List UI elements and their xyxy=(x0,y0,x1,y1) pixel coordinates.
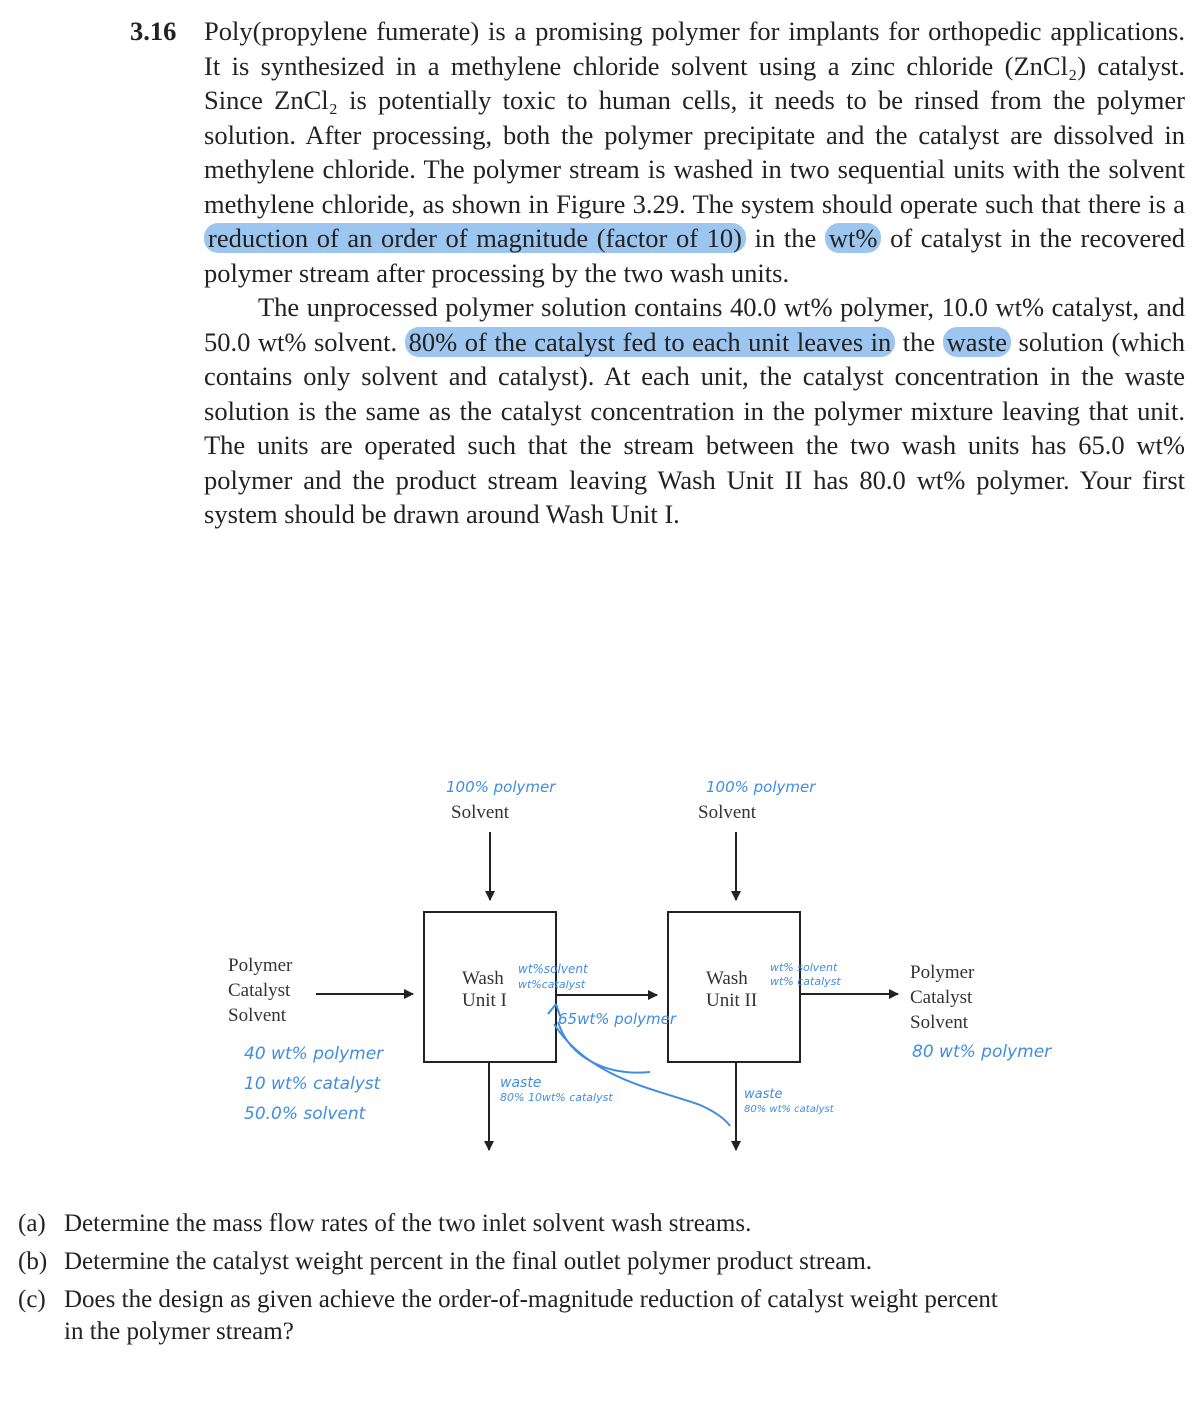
p1-text-a: Poly(propylene fumerate) is a promising polymer for implants for orthopedic applications. It is synthesized in a methylene chloride solvent using a zinc chloride (ZnCl₂) catalyst. Since ZnCl₂ is potentially toxic to human cells, it needs to be rinsed from the polymer solution. After processing, both the polymer precipitate and the catalyst are dissolved in methylene chloride. The polymer stream is washed in two sequential units with the solvent methylene chloride, as shown in Figure 3.29. The system should operate such that there is a xyxy=(204,16,1185,219)
product-line-polymer: Polymer xyxy=(910,962,975,983)
highlight-80-percent-catalyst: 80% of the catalyst fed to each unit leaves in xyxy=(405,327,896,357)
question-c xyxy=(18,1284,1018,1348)
unit1-line1: Wash xyxy=(462,968,504,989)
wash-unit-1-label xyxy=(462,968,507,1012)
annotation-feed-polymer: 40 wt% polymer xyxy=(244,1044,384,1064)
annotation-u2-solvent: wt% solvent xyxy=(770,961,838,974)
solvent-label-2: Solvent xyxy=(698,802,757,823)
question-c-text: Does the design as given achieve the order-of-magnitude reduction of catalyst weight percent in the polymer stream? xyxy=(64,1286,998,1345)
feed-label xyxy=(228,953,292,1028)
annotation-mid-solvent: wt%solvent xyxy=(518,962,588,976)
annotation-curve-1 xyxy=(558,1022,650,1073)
question-a-label: (a) xyxy=(18,1210,46,1237)
p2-text-a: The unprocessed polymer solution contains 40.0 wt% polymer, 10.0 wt% catalyst, and 50.0 wt% solvent. xyxy=(204,292,1185,357)
annotation-curve-2 xyxy=(554,1024,730,1126)
annotation-feed-solvent: 50.0% solvent xyxy=(244,1104,366,1124)
problem-body xyxy=(204,14,1185,532)
question-b-text: Determine the catalyst weight percent in the final outlet polymer product stream. xyxy=(64,1248,873,1275)
wash-unit-2-label xyxy=(706,968,757,1012)
annotation-waste-2-detail: 80% wt% catalyst xyxy=(744,1104,834,1115)
product-label xyxy=(910,960,974,1035)
problem-paragraph-2 xyxy=(204,290,1185,532)
feed-line-solvent: Solvent xyxy=(228,1005,287,1026)
annotation-top-1: 100% polymer xyxy=(446,778,556,796)
wash-units-diagram xyxy=(0,760,1201,1180)
highlight-order-of-magnitude: reduction of an order of magnitude (factor of 10) xyxy=(204,223,746,253)
feed-line-catalyst: Catalyst xyxy=(228,980,291,1001)
questions xyxy=(18,1208,1018,1354)
highlight-wt-percent: wt% xyxy=(825,223,882,253)
unit2-line2: Unit II xyxy=(706,990,758,1011)
problem-paragraph-1 xyxy=(204,14,1185,290)
problem-statement xyxy=(130,14,1185,532)
unit2-line1: Wash xyxy=(706,968,748,989)
annotation-mid-polymer: 65wt% polymer xyxy=(558,1010,677,1028)
diagram-drawing xyxy=(0,760,1201,1180)
annotation-product-polymer: 80 wt% polymer xyxy=(912,1042,1052,1062)
highlight-waste: waste xyxy=(943,327,1011,357)
annotation-top-2: 100% polymer xyxy=(706,778,816,796)
question-a xyxy=(18,1208,1018,1240)
question-b xyxy=(18,1246,1018,1278)
p1-text-b: in the xyxy=(754,223,817,253)
solvent-label-1: Solvent xyxy=(451,802,510,823)
unit1-line2: Unit I xyxy=(462,990,507,1011)
p2-text-b: the xyxy=(902,326,936,357)
annotation-feed-catalyst: 10 wt% catalyst xyxy=(244,1074,381,1094)
product-line-solvent: Solvent xyxy=(910,1012,969,1033)
annotation-waste-2-title: waste xyxy=(744,1087,783,1102)
product-line-catalyst: Catalyst xyxy=(910,987,973,1008)
annotation-u2-catalyst: wt% catalyst xyxy=(770,975,841,988)
annotation-waste-1-detail: 80% 10wt% catalyst xyxy=(500,1091,613,1104)
annotation-mid-catalyst: wt%catalyst xyxy=(518,978,586,991)
question-a-text: Determine the mass flow rates of the two inlet solvent wash streams. xyxy=(64,1210,752,1237)
annotation-waste-1-title: waste xyxy=(500,1075,542,1091)
problem-number: 3.16 xyxy=(130,16,177,46)
p2-text-c: solution (which contains only solvent and catalyst). At each unit, the catalyst concentration in the waste solution is the same as the catalyst concentration in the polymer mixture leaving that unit. The units are operated such that the stream between the two wash units has 65.0 wt% polymer and the product stream leaving Wash Unit II has 80.0 wt% polymer. Your first system should be drawn around Wash Unit I. xyxy=(204,326,1186,529)
feed-line-polymer: Polymer xyxy=(228,955,293,976)
question-c-label: (c) xyxy=(18,1286,46,1313)
question-b-label: (b) xyxy=(18,1248,48,1275)
p1-text-c: of catalyst in the recovered polymer stream after processing by the two wash units. xyxy=(204,223,1185,288)
